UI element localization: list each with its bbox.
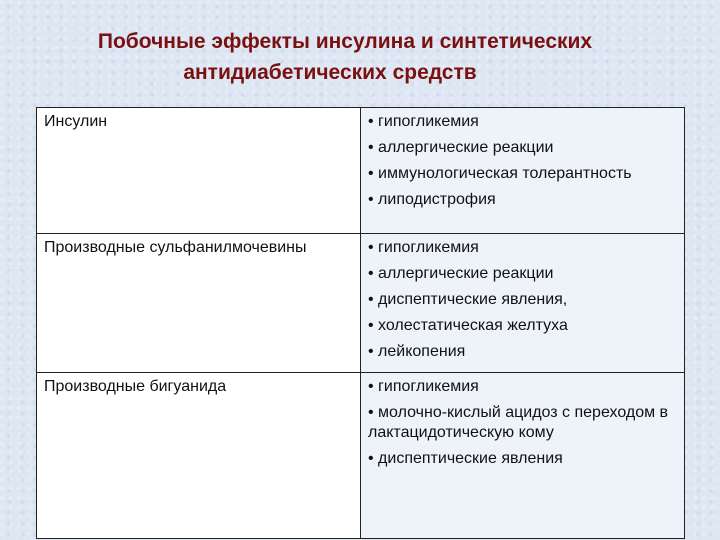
effects-cell-insulin <box>361 108 685 234</box>
title-line-2: антидиабетических средств <box>183 61 477 84</box>
effect-item: • диспептические явления, <box>368 291 568 308</box>
effect-item: • аллергические реакции <box>368 139 554 156</box>
effect-item: • гипогликемия <box>368 113 479 130</box>
effect-item: • аллергические реакции <box>368 265 554 282</box>
effect-item: • липодистрофия <box>368 191 496 208</box>
drug-cell-biguanide: Производные бигуанида <box>37 373 361 539</box>
effects-cell-sulfonylurea <box>361 234 685 373</box>
effect-item: • гипогликемия <box>368 239 479 256</box>
title-line-1: Побочные эффекты инсулина и синтетических <box>97 30 593 53</box>
table-row <box>37 373 685 539</box>
effect-item: • холестатическая желтуха <box>368 317 568 334</box>
effect-item: • диспептические явления <box>368 450 563 467</box>
effect-item: • гипогликемия <box>368 378 479 395</box>
effects-cell-biguanide <box>361 373 685 539</box>
effect-item: • лейкопения <box>368 343 466 360</box>
slide-title <box>0 26 720 88</box>
drug-cell-insulin: Инсулин <box>37 108 361 234</box>
effect-item: • иммунологическая толерантность <box>368 165 632 182</box>
drug-cell-sulfonylurea: Производные сульфанилмочевины <box>37 234 361 373</box>
table-row <box>37 234 685 373</box>
side-effects-table <box>36 107 685 539</box>
table-row <box>37 108 685 234</box>
effect-item: • молочно-кислый ацидоз с переходом в лактацидотическую кому <box>368 404 669 441</box>
